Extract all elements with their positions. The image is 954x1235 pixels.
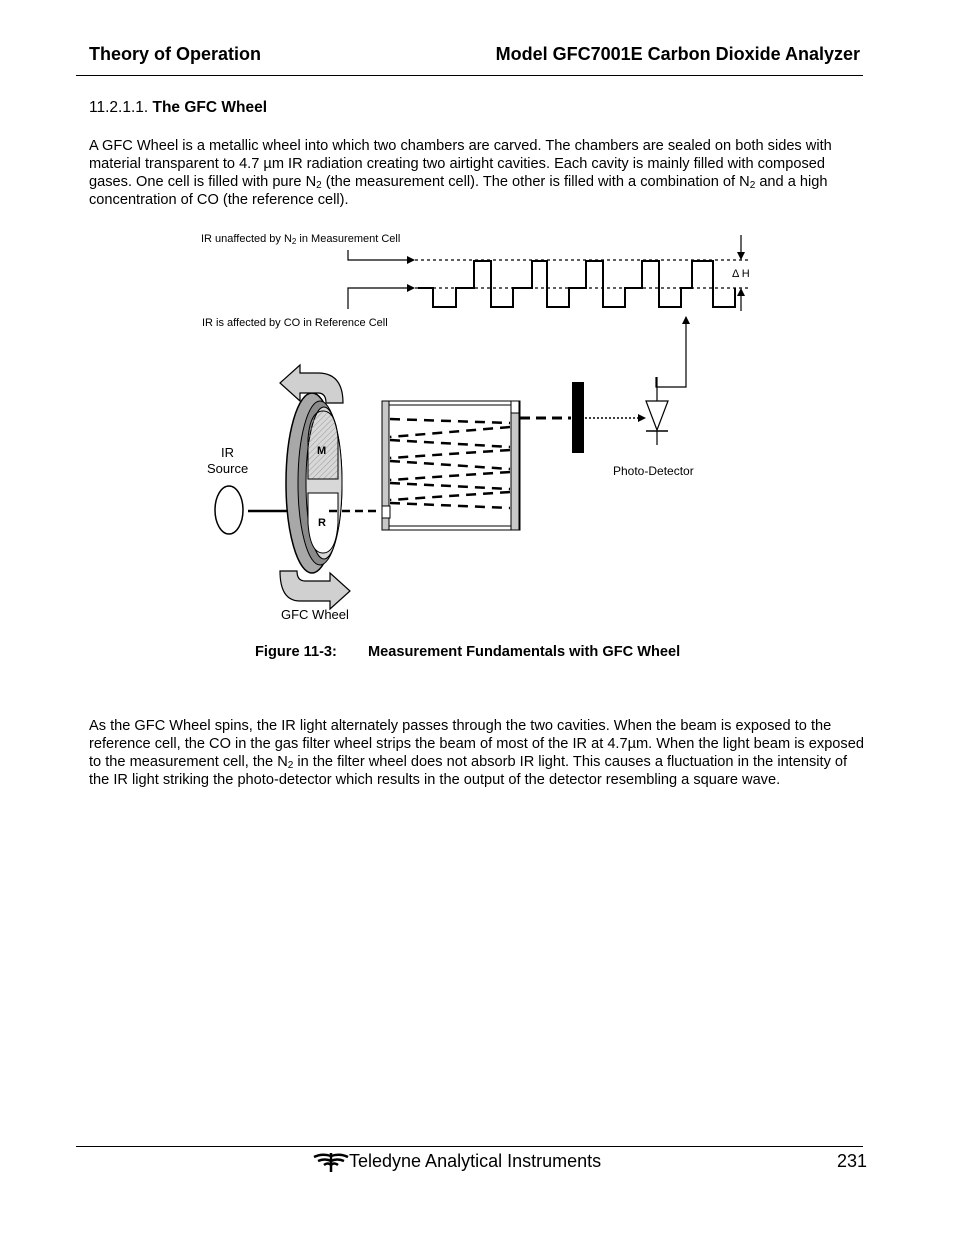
label-delta-h: Δ H [732,268,750,280]
section-heading [89,99,267,117]
footer-rule [76,1146,863,1147]
text-run: in the filter wheel does not absorb IR light. This causes a fluctuation in the intensity of the IR light striking the photo-detector which results in the output of the detector resembling a square wave. [89,754,848,788]
text-run: and a high concentration of CO (the reference cell). [89,174,828,208]
subscript: 2 [316,180,322,191]
label-ir-unaffected: IR unaffected by N2 in Measurement Cell [201,233,401,246]
rotation-arrow-bottom-icon [280,571,350,609]
label-cell-m: M [317,445,327,457]
gfc-wheel-icon [286,393,342,573]
text-run: (the measurement cell) [321,174,475,190]
section-title: The GFC Wheel [152,99,268,116]
header-rule [76,75,863,76]
gfc-wheel-diagram [0,225,954,635]
text-run: . The other is filled with a combination of N [474,174,750,190]
optical-filter-bar [572,382,584,453]
text-run: As the GFC Wheel spins, the IR light alternately passes through the two cavities. When the beam is exposed to the reference cell, the CO in the gas filter wheel strips the beam of most of the IR at 4.7µm. When the light beam is exposed to the measurement cell, the N [89,718,864,770]
paragraph-gfc-wheel-operation [89,717,869,789]
footer-company: Teledyne Analytical Instruments [349,1151,602,1171]
signal-arrow-bottom [348,288,414,309]
detector-output-line [656,317,686,387]
label-ir-source-line1: IR [221,445,234,460]
header-section-title: Theory of Operation [89,44,262,64]
header-model-title: Model GFC7001E Carbon Dioxide Analyzer [495,44,860,64]
figure-caption-number: Figure 11-3: [255,644,337,660]
footer-page-number: 231 [837,1151,868,1171]
text-run: A GFC Wheel is a metallic wheel into which two chambers are carved. The chambers are sealed on both sides with material transparent to 4.7 µm IR radiation creating two airtight cavities. Each cavity is mainly filled with composed gases. One cell is filled with pure N [89,138,832,190]
label-cell-r: R [318,517,326,529]
subscript: 2 [287,760,294,771]
label-ir-source-line2: Source [207,461,249,476]
sample-chamber [382,401,520,530]
section-number: 11.2.1.1. [89,99,149,116]
label-ir-affected: IR is affected by CO in Reference Cell [202,317,388,329]
signal-arrow-top [348,250,414,260]
square-wave-output [418,261,735,307]
label-photo-detector: Photo-Detector [613,464,694,478]
ir-source-icon [215,486,243,534]
teledyne-logo-icon [313,1150,349,1174]
paragraph-gfc-wheel-description [89,137,869,209]
figure-caption-title: Measurement Fundamentals with GFC Wheel [368,644,681,660]
label-gfc-wheel: GFC Wheel [281,607,349,622]
subscript: 2 [749,180,756,191]
